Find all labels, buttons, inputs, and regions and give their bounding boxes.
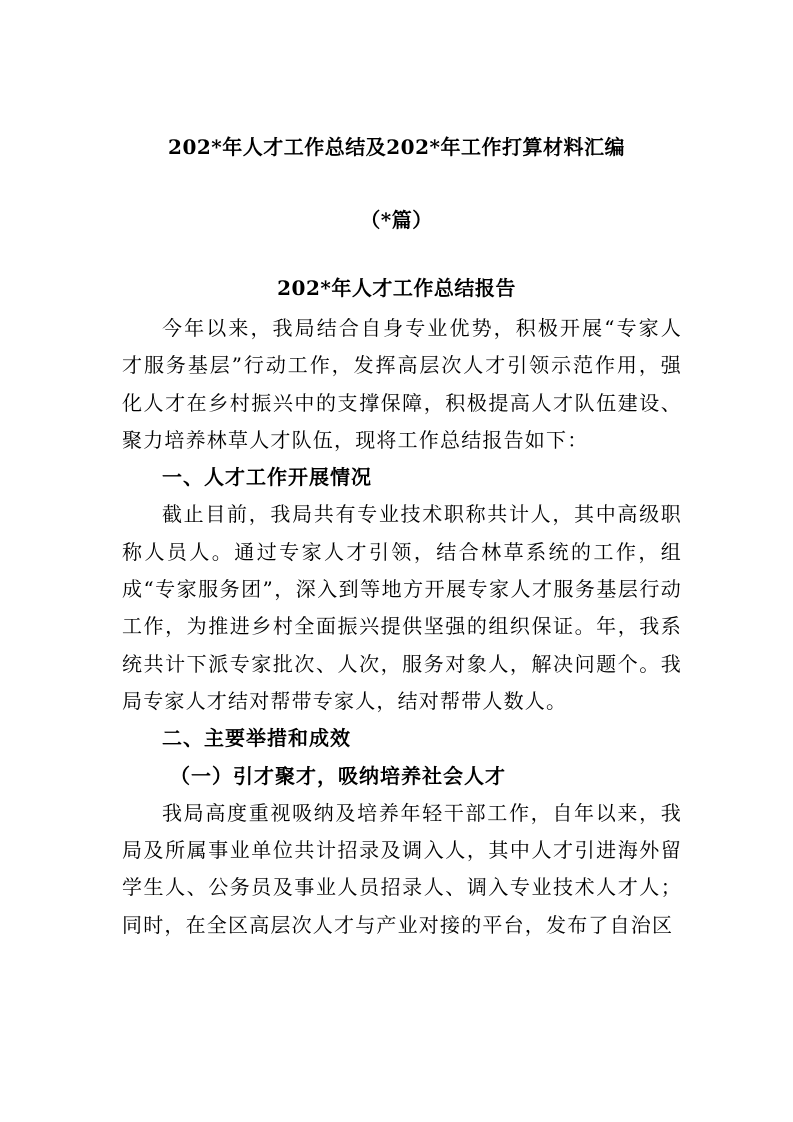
section-title: 202*年人才工作总结报告 xyxy=(277,276,516,300)
paragraph-talent-work-status: 截止目前，我局共有专业技术职称共计人，其中高级职称人员人。通过专家人才引领，结合林草系统的工作，组成“专家服务团”，深入到等地方开展专家人才服务基层行动工作，为推进乡村全面振兴提供坚强的组织保证。年，我系统共计下派专家批次、人次，服务对象人，解决问题个。我局专家人才结对帮带专家人，结对帮带人数人。 xyxy=(122,502,682,713)
intro-paragraph: 今年以来，我局结合自身专业优势，积极开展“专家人才服务基层”行动工作，发挥高层次人才引领示范作用，强化人才在乡村振兴中的支撑保障，积极提高人才队伍建设、聚力培养林草人才队伍，现将工作总结报告如下： xyxy=(122,316,682,452)
document-body xyxy=(122,310,682,944)
paragraph-attract-talent: 我局高度重视吸纳及培养年轻干部工作，自年以来，我局及所属事业单位共计招录及调入人，其中人才引进海外留学生人、公务员及事业人员招录人、调入专业技术人才人；同时，在全区高层次人才与产业对接的平台，发布了自治区 xyxy=(122,800,682,937)
main-title: 202*年人才工作总结及202*年工作打算材料汇编 xyxy=(168,135,625,159)
subtitle: （*篇） xyxy=(360,208,433,232)
heading-main-measures: 二、主要举措和成效 xyxy=(162,726,351,751)
heading-talent-work-status: 一、人才工作开展情况 xyxy=(162,465,372,490)
subheading-attract-talent: （一）引才聚才，吸纳培养社会人才 xyxy=(170,763,506,788)
